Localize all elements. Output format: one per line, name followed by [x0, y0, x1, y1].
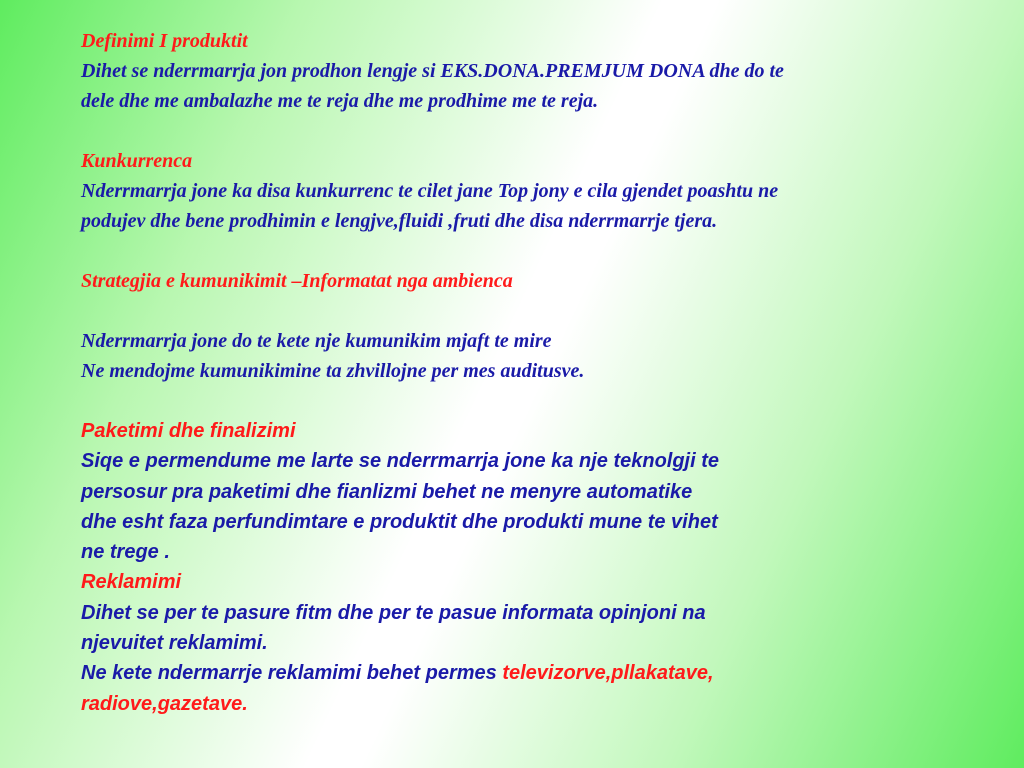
communication-strategy-heading: Strategjia e kumunikimit –Informatat nga ambienca [81, 270, 513, 292]
sans-text-block [81, 416, 1021, 719]
spacer [81, 236, 1021, 266]
packaging-line: persosur pra paketimi dhe fianlizmi behet ne menyre automatike [81, 480, 693, 503]
advertising-line: Dihet se per te pasure fitm dhe per te pasue informata opinjoni na [81, 601, 706, 624]
competition-line: podujev dhe bene prodhimin e lengjve,fluidi ,fruti dhe disa nderrmarrje tjera. [81, 210, 718, 232]
spacer [81, 386, 1021, 416]
communication-strategy-line: Ne mendojme kumunikimine ta zhvillojne per mes auditusve. [81, 360, 585, 382]
product-definition-heading: Definimi I produktit [81, 30, 248, 52]
competition-line: Nderrmarrja jone ka disa kunkurrenc te cilet jane Top jony e cila gjendet poashtu ne [81, 180, 779, 202]
communication-strategy-line: Nderrmarrja jone do te kete nje kumunikim mjaft te mire [81, 330, 552, 352]
slide-content [81, 26, 1021, 719]
advertising-media-continuation: radiove,gazetave. [81, 692, 248, 715]
spacer [81, 116, 1021, 146]
advertising-heading: Reklamimi [81, 571, 182, 594]
advertising-media-line [81, 658, 1021, 688]
advertising-media-highlight: televizorve,pllakatave, [502, 662, 714, 685]
advertising-media-prefix: Ne kete ndermarrje reklamimi behet permes [81, 662, 503, 685]
product-definition-line: Dihet se nderrmarrja jon prodhon lengje si EKS.DONA.PREMJUM DONA dhe do te [81, 60, 784, 82]
product-definition-line: dele dhe me ambalazhe me te reja dhe me prodhime me te reja. [81, 90, 599, 112]
packaging-line: ne trege . [81, 541, 170, 564]
packaging-line: dhe esht faza perfundimtare e produktit dhe produkti mune te vihet [81, 510, 718, 533]
serif-text-block [81, 26, 1021, 416]
packaging-heading: Paketimi dhe finalizimi [81, 420, 296, 442]
packaging-line: Siqe e permendume me larte se nderrmarrja jone ka nje teknolgji te [81, 450, 720, 473]
competition-heading: Kunkurrenca [81, 150, 193, 172]
spacer [81, 296, 1021, 326]
advertising-line: njevuitet reklamimi. [81, 632, 268, 655]
